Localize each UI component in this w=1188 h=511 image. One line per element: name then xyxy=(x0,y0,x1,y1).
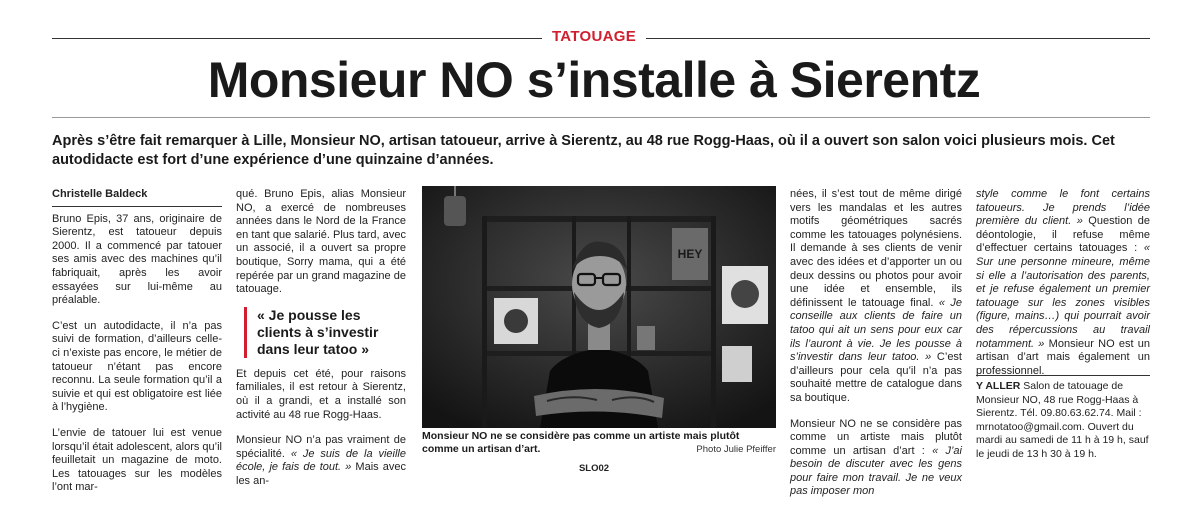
info-text: Salon de tatouage de Monsieur NO, 48 rue Rogg-Haas à Sierentz. Tél. 09.80.63.62.74. Mail : mrnotatoo@gmail.com. Ouvert du mardi au samedi de 11 h à 19 h, sauf le jeudi de 13 h 30 à 19 h. xyxy=(976,380,1149,460)
page-folio: SLO02 xyxy=(578,463,610,474)
column-2 xyxy=(236,188,406,501)
author-byline: Christelle Baldeck xyxy=(52,188,222,207)
pull-quote: « Je pousse les clients à s’investir dans leur tatoo » xyxy=(244,307,406,358)
practical-info-box xyxy=(976,375,1150,461)
rubric-label: TATOUAGE xyxy=(542,28,646,45)
hat-sign-text: HEY xyxy=(677,247,703,261)
paragraph xyxy=(790,188,962,406)
paragraph: C’est un autodidacte, il n’a pas suivi de formation, d’ailleurs celle-ci n’existe pas encore, le métier de tatoueur n’étant pas encore reconnu. La seule formation qu’il a suivie et qui est obligatoire est liée à l’hygiène. xyxy=(52,319,222,414)
caption-text: Monsieur NO ne se considère pas comme un artiste mais plutôt comme un artisan d’art. xyxy=(422,430,740,455)
text-run: Monsieur NO est un artisan d’art mais également un professionnel. xyxy=(976,337,1150,377)
text-run: nées, il s’est tout de même dirigé vers les mandalas et les autres motifs géométriques sacrés comme les tatouages polynésiens. Il demande à ses clients de venir avec des idées et d’apporter un ou deux dessins ou photos pour avoir une idée et ensemble, ils définissent le tatouage final. xyxy=(790,188,962,309)
article-lead: Après s’être fait remarquer à Lille, Monsieur NO, artisan tatoueur, arrive à Sierentz, au 48 rue Rogg-Haas, où il a ouvert son salon voici plusieurs mois. Cet autodidacte est fort d’une expérience d’une quinzaine d’années. xyxy=(52,133,1115,168)
quote-italic: « Sur une personne mineure, même si elle a l’autorisation des parents, et je refuse également un premier tatouage sur les zones visibles (figure, mains…) qui pourrait avoir des répercussions au travail notamment. » xyxy=(976,242,1150,350)
paragraph: qué. Bruno Epis, alias Monsieur NO, a exercé de nombreuses années dans le Nord de la France en tant que salarié. Plus tard, avec un associé, il a ouvert sa propre boutique, Sorry mama, qui a été repérée par un grand magazine de tatouage. xyxy=(236,188,406,296)
paragraph: Et depuis cet été, pour raisons familiales, il est retour à Sierentz, où il a grandi, et a installé son activité au 48 rue Rogg-Haas. xyxy=(236,367,406,421)
photo-caption xyxy=(422,430,776,456)
text-run: Question de déontologie, il refuse même d’effectuer certains tatouages : xyxy=(976,215,1150,255)
paragraph: Bruno Epis, 37 ans, originaire de Sierentz, est tatoueur depuis 2000. Il a commencé par tatouer ses amis avec des machines qu’il fabriquait, après les avoir essayées sur lui-même au préalable. xyxy=(52,212,222,307)
quote-italic: « Je conseille aux clients de faire un tatoo qui ait un sens pour eux car ils l’auront à vie. Je les pousse à s’investir dans leur tatoo. » xyxy=(790,296,962,364)
text-run: C’est d’ailleurs pour cela qu’il n’a pas souhaité mettre de catalogue dans sa boutique. xyxy=(790,351,962,404)
quote-italic: « Je suis de la vieille école, je fais de tout. » xyxy=(236,447,406,474)
photo-illustration xyxy=(422,186,776,428)
photo-credit: Photo Julie Pfeiffer xyxy=(696,444,776,455)
column-4 xyxy=(976,188,1150,390)
article-headline: Monsieur NO s’installe à Sierentz xyxy=(207,52,981,108)
quote-italic: style comme le font certains tatoueurs. Je prends l’idée première du client. » xyxy=(976,188,1150,228)
paragraph xyxy=(236,434,406,488)
text-run: Mais avec les an- xyxy=(236,461,406,487)
section-rubric xyxy=(0,28,1188,46)
paragraph: L’envie de tatouer lui est venue lorsqu’il était adolescent, alors qu’il feuilletait un magazine de moto. Les tatouages sur les modèles l’ont mar- xyxy=(52,426,222,494)
text-run: Monsieur NO n’a pas vraiment de spécialité. xyxy=(236,434,406,460)
tattoo-artist-photo xyxy=(422,186,776,428)
headline-rule xyxy=(52,117,1150,118)
quote-italic: « J’ai besoin de discuter avec les gens pour faire mon travail. Je ne veux pas imposer mon xyxy=(790,444,962,498)
column-1 xyxy=(52,188,222,507)
text-run: Monsieur NO ne se considère pas comme un artiste mais plutôt comme un artisan d’art : xyxy=(790,417,962,457)
paragraph xyxy=(976,188,1150,378)
paragraph xyxy=(790,418,962,500)
info-label: Y ALLER xyxy=(976,380,1021,392)
